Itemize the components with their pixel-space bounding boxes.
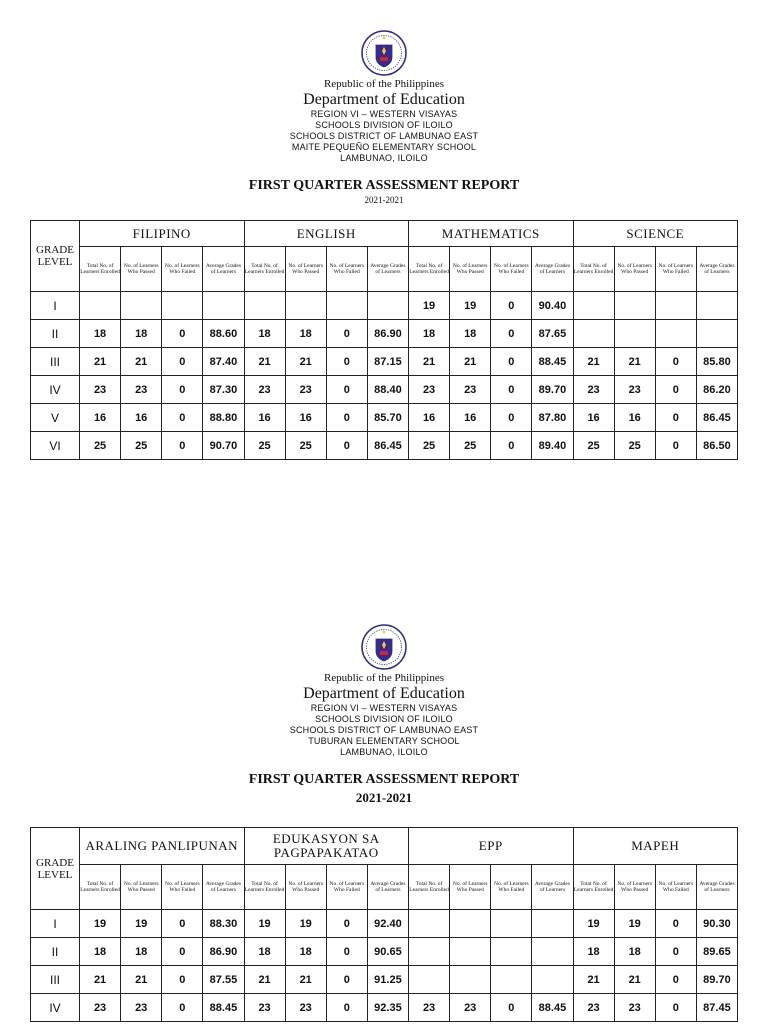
- column-subheader: No. of Learners Who Failed: [162, 865, 203, 910]
- table-cell: 25: [450, 432, 491, 460]
- grade-level-cell: II: [31, 320, 80, 348]
- table-cell: 16: [409, 404, 450, 432]
- subject-header: MATHEMATICS: [409, 221, 574, 247]
- table-cell: 23: [450, 376, 491, 404]
- table-cell: 19: [573, 910, 614, 938]
- table-row: [31, 404, 738, 432]
- table-cell: 25: [244, 432, 285, 460]
- column-subheader: No. of Learners Who Passed: [450, 247, 491, 292]
- table-cell: 0: [655, 404, 696, 432]
- table-cell: 19: [450, 292, 491, 320]
- table-cell: 18: [244, 938, 285, 966]
- table-cell: 21: [573, 966, 614, 994]
- region-text: REGION VI – WESTERN VISAYAS: [310, 109, 458, 119]
- table-cell: [696, 320, 737, 348]
- report-title: FIRST QUARTER ASSESSMENT REPORT: [248, 178, 520, 193]
- table-cell: 16: [285, 404, 326, 432]
- table-cell: 89.65: [696, 938, 737, 966]
- table-row: [31, 292, 738, 320]
- table-cell: [450, 910, 491, 938]
- table-body: [31, 910, 738, 1022]
- table-cell: 0: [326, 320, 367, 348]
- table-cell: 88.60: [203, 320, 244, 348]
- column-subheader: Average Grades of Learners: [532, 865, 573, 910]
- table-cell: 88.80: [203, 404, 244, 432]
- subject-header: ARALING PANLIPUNAN: [80, 828, 245, 865]
- table-cell: 19: [409, 292, 450, 320]
- table-cell: 23: [450, 994, 491, 1022]
- table-cell: 23: [244, 994, 285, 1022]
- table-cell: 0: [491, 348, 532, 376]
- table-cell: 18: [80, 320, 121, 348]
- column-header-row: [31, 247, 738, 292]
- report-1: [0, 30, 768, 206]
- table-cell: 23: [573, 376, 614, 404]
- table-cell: 86.90: [367, 320, 408, 348]
- table-cell: 16: [244, 404, 285, 432]
- table-cell: 18: [285, 320, 326, 348]
- table-cell: [532, 966, 573, 994]
- table-cell: 21: [121, 966, 162, 994]
- grade-level-cell: I: [31, 292, 80, 320]
- table-cell: 0: [655, 966, 696, 994]
- table-cell: 21: [573, 348, 614, 376]
- table-cell: 0: [326, 910, 367, 938]
- column-subheader: No. of Learners Who Failed: [655, 247, 696, 292]
- table-cell: 21: [285, 348, 326, 376]
- table-cell: 23: [244, 376, 285, 404]
- table-cell: [573, 292, 614, 320]
- table-cell: [203, 292, 244, 320]
- table-cell: 0: [326, 966, 367, 994]
- table-cell: 0: [655, 348, 696, 376]
- column-subheader: Total No. of Learners Enrolled: [80, 865, 121, 910]
- table-cell: 0: [655, 938, 696, 966]
- table-cell: 0: [655, 910, 696, 938]
- grade-level-cell: V: [31, 404, 80, 432]
- table-cell: 0: [326, 348, 367, 376]
- report-year: 2021-2021: [364, 195, 404, 205]
- table-cell: 90.65: [367, 938, 408, 966]
- table-cell: 88.40: [367, 376, 408, 404]
- table-cell: [285, 292, 326, 320]
- table-cell: 92.35: [367, 994, 408, 1022]
- republic-text: Republic of the Philippines: [323, 672, 445, 684]
- table-cell: [80, 292, 121, 320]
- table-cell: 88.30: [203, 910, 244, 938]
- table-cell: [532, 938, 573, 966]
- subject-header: FILIPINO: [80, 221, 245, 247]
- table-cell: 23: [573, 994, 614, 1022]
- table-cell: 23: [409, 994, 450, 1022]
- table-cell: [614, 320, 655, 348]
- table-cell: 23: [285, 376, 326, 404]
- table-cell: 0: [491, 994, 532, 1022]
- table-cell: 86.45: [696, 404, 737, 432]
- table-cell: [696, 292, 737, 320]
- table-cell: 16: [573, 404, 614, 432]
- table-cell: [244, 292, 285, 320]
- table-cell: 87.40: [203, 348, 244, 376]
- table-cell: 25: [80, 432, 121, 460]
- table-cell: [409, 910, 450, 938]
- table-body: [31, 292, 738, 460]
- column-subheader: No. of Learners Who Passed: [614, 865, 655, 910]
- report-year: 2021-2021: [355, 790, 413, 805]
- table-cell: 18: [121, 320, 162, 348]
- table-cell: 19: [285, 910, 326, 938]
- table-cell: 0: [162, 348, 203, 376]
- table-cell: 0: [326, 938, 367, 966]
- table-cell: [450, 966, 491, 994]
- table-cell: 0: [162, 320, 203, 348]
- table-cell: 21: [285, 966, 326, 994]
- column-subheader: No. of Learners Who Passed: [450, 865, 491, 910]
- column-subheader: Total No. of Learners Enrolled: [573, 865, 614, 910]
- table-cell: [491, 910, 532, 938]
- table-cell: 90.40: [532, 292, 573, 320]
- table-cell: [655, 292, 696, 320]
- table-cell: 18: [614, 938, 655, 966]
- town-text: LAMBUNAO, ILOILO: [340, 153, 428, 163]
- table-row: [31, 348, 738, 376]
- grade-level-cell: I: [31, 910, 80, 938]
- table-cell: 87.30: [203, 376, 244, 404]
- table-cell: 0: [491, 376, 532, 404]
- subject-header: EDUKASYON SA PAGPAPAKATAO: [244, 828, 409, 865]
- department-title: Department of Education: [303, 685, 465, 702]
- table-cell: [614, 292, 655, 320]
- table-cell: 0: [162, 376, 203, 404]
- column-subheader: Average Grades of Learners: [367, 865, 408, 910]
- table-cell: 21: [244, 348, 285, 376]
- column-subheader: Total No. of Learners Enrolled: [244, 865, 285, 910]
- table-cell: 16: [614, 404, 655, 432]
- table-cell: 0: [326, 404, 367, 432]
- table-cell: 23: [80, 994, 121, 1022]
- table-cell: 85.80: [696, 348, 737, 376]
- table-cell: 0: [655, 432, 696, 460]
- grade-level-cell: III: [31, 966, 80, 994]
- table-cell: 0: [326, 994, 367, 1022]
- table-cell: 85.70: [367, 404, 408, 432]
- column-subheader: Average Grades of Learners: [203, 247, 244, 292]
- table-cell: 86.45: [367, 432, 408, 460]
- table-cell: 0: [162, 994, 203, 1022]
- table-cell: 19: [121, 910, 162, 938]
- table-cell: 88.45: [203, 994, 244, 1022]
- column-header-row: [31, 865, 738, 910]
- table-cell: 18: [121, 938, 162, 966]
- table-cell: 89.40: [532, 432, 573, 460]
- assessment-table-1: [30, 220, 738, 460]
- column-subheader: Total No. of Learners Enrolled: [409, 865, 450, 910]
- table-cell: [121, 292, 162, 320]
- table-cell: 0: [162, 966, 203, 994]
- table-cell: 87.15: [367, 348, 408, 376]
- grade-level-cell: II: [31, 938, 80, 966]
- column-subheader: Average Grades of Learners: [367, 247, 408, 292]
- table-cell: 0: [326, 376, 367, 404]
- report-1-header: [0, 30, 768, 164]
- table-cell: 86.50: [696, 432, 737, 460]
- table-cell: 0: [655, 376, 696, 404]
- table-cell: 21: [80, 348, 121, 376]
- table-cell: [409, 938, 450, 966]
- table-cell: 87.80: [532, 404, 573, 432]
- table-cell: 16: [450, 404, 491, 432]
- table-cell: 25: [614, 432, 655, 460]
- table-cell: 91.25: [367, 966, 408, 994]
- school-name: MAITE PEQUEÑO ELEMENTARY SCHOOL: [291, 142, 477, 152]
- table-cell: 23: [285, 994, 326, 1022]
- table-cell: 0: [491, 404, 532, 432]
- table-cell: 18: [409, 320, 450, 348]
- table-cell: 88.45: [532, 348, 573, 376]
- table-cell: [532, 910, 573, 938]
- district-text: SCHOOLS DISTRICT OF LAMBUNAO EAST: [289, 725, 479, 735]
- grade-level-cell: III: [31, 348, 80, 376]
- table-cell: 0: [655, 994, 696, 1022]
- column-subheader: No. of Learners Who Passed: [285, 247, 326, 292]
- table-cell: 21: [614, 966, 655, 994]
- column-subheader: Average Grades of Learners: [532, 247, 573, 292]
- table-cell: [450, 938, 491, 966]
- division-text: SCHOOLS DIVISION OF ILOILO: [315, 714, 453, 724]
- table-cell: 23: [614, 994, 655, 1022]
- region-text: REGION VI – WESTERN VISAYAS: [310, 703, 458, 713]
- table-row: [31, 966, 738, 994]
- column-subheader: Average Grades of Learners: [203, 865, 244, 910]
- table-cell: 0: [162, 404, 203, 432]
- column-subheader: Total No. of Learners Enrolled: [80, 247, 121, 292]
- district-text: SCHOOLS DISTRICT OF LAMBUNAO EAST: [289, 131, 479, 141]
- column-subheader: No. of Learners Who Passed: [614, 247, 655, 292]
- table-cell: 23: [121, 376, 162, 404]
- table-cell: 0: [491, 292, 532, 320]
- report-2-header: [0, 624, 768, 758]
- table-cell: 19: [80, 910, 121, 938]
- column-subheader: No. of Learners Who Passed: [285, 865, 326, 910]
- column-subheader: Average Grades of Learners: [696, 247, 737, 292]
- table-cell: [491, 938, 532, 966]
- table-cell: [573, 320, 614, 348]
- town-text: LAMBUNAO, ILOILO: [340, 747, 428, 757]
- grade-level-header: GRADE LEVEL: [31, 828, 80, 910]
- table-cell: 87.65: [532, 320, 573, 348]
- table-cell: [367, 292, 408, 320]
- subject-header: EPP: [409, 828, 574, 865]
- table-cell: 89.70: [532, 376, 573, 404]
- table-cell: 25: [409, 432, 450, 460]
- table-cell: [409, 966, 450, 994]
- subject-header: ENGLISH: [244, 221, 409, 247]
- table-cell: 21: [450, 348, 491, 376]
- table-cell: 21: [121, 348, 162, 376]
- column-subheader: Average Grades of Learners: [696, 865, 737, 910]
- table-cell: 25: [573, 432, 614, 460]
- table-cell: 89.70: [696, 966, 737, 994]
- column-subheader: No. of Learners Who Failed: [326, 865, 367, 910]
- table-cell: 21: [614, 348, 655, 376]
- table-cell: [491, 966, 532, 994]
- table-cell: 0: [162, 910, 203, 938]
- table-cell: 19: [244, 910, 285, 938]
- table-cell: 90.70: [203, 432, 244, 460]
- table-row: [31, 320, 738, 348]
- table-cell: [162, 292, 203, 320]
- column-subheader: No. of Learners Who Passed: [121, 247, 162, 292]
- table-cell: 18: [244, 320, 285, 348]
- deped-seal-icon: [361, 30, 407, 76]
- table-row: [31, 432, 738, 460]
- assessment-table-2: [30, 827, 738, 1022]
- column-subheader: Total No. of Learners Enrolled: [573, 247, 614, 292]
- table-cell: 18: [285, 938, 326, 966]
- column-subheader: No. of Learners Who Failed: [655, 865, 696, 910]
- table-cell: 21: [80, 966, 121, 994]
- column-subheader: No. of Learners Who Failed: [491, 247, 532, 292]
- report-title: FIRST QUARTER ASSESSMENT REPORT: [248, 772, 520, 787]
- table-cell: 92.40: [367, 910, 408, 938]
- deped-seal-icon: [361, 624, 407, 670]
- table-row: [31, 994, 738, 1022]
- table-cell: 23: [409, 376, 450, 404]
- table-cell: [326, 292, 367, 320]
- department-title: Department of Education: [303, 91, 465, 108]
- table-row: [31, 938, 738, 966]
- table-cell: 21: [244, 966, 285, 994]
- table-cell: 86.90: [203, 938, 244, 966]
- table-cell: 86.20: [696, 376, 737, 404]
- table-cell: 0: [491, 432, 532, 460]
- table-row: [31, 910, 738, 938]
- grade-level-cell: IV: [31, 994, 80, 1022]
- column-subheader: No. of Learners Who Failed: [326, 247, 367, 292]
- table-cell: 23: [80, 376, 121, 404]
- table-cell: 88.45: [532, 994, 573, 1022]
- grade-level-header: GRADE LEVEL: [31, 221, 80, 292]
- table-cell: 18: [80, 938, 121, 966]
- column-subheader: No. of Learners Who Passed: [121, 865, 162, 910]
- column-subheader: No. of Learners Who Failed: [162, 247, 203, 292]
- table-cell: 87.55: [203, 966, 244, 994]
- division-text: SCHOOLS DIVISION OF ILOILO: [315, 120, 453, 130]
- table-cell: 23: [121, 994, 162, 1022]
- column-subheader: Total No. of Learners Enrolled: [244, 247, 285, 292]
- subject-header: SCIENCE: [573, 221, 738, 247]
- column-subheader: Total No. of Learners Enrolled: [409, 247, 450, 292]
- table-cell: 0: [326, 432, 367, 460]
- grade-level-cell: IV: [31, 376, 80, 404]
- table-cell: 18: [450, 320, 491, 348]
- report-2: [0, 624, 768, 806]
- table-cell: 16: [80, 404, 121, 432]
- table-cell: 19: [614, 910, 655, 938]
- table-cell: 0: [162, 432, 203, 460]
- column-subheader: No. of Learners Who Failed: [491, 865, 532, 910]
- table-cell: 90.30: [696, 910, 737, 938]
- table-cell: 18: [573, 938, 614, 966]
- table-cell: 16: [121, 404, 162, 432]
- table-cell: 0: [491, 320, 532, 348]
- table-cell: 0: [162, 938, 203, 966]
- grade-level-cell: VI: [31, 432, 80, 460]
- table-cell: [655, 320, 696, 348]
- table-cell: 21: [409, 348, 450, 376]
- republic-text: Republic of the Philippines: [323, 78, 445, 90]
- table-cell: 25: [121, 432, 162, 460]
- table-cell: 87.45: [696, 994, 737, 1022]
- school-name: TUBURAN ELEMENTARY SCHOOL: [308, 736, 460, 746]
- table-cell: 23: [614, 376, 655, 404]
- subject-header: MAPEH: [573, 828, 738, 865]
- table-row: [31, 376, 738, 404]
- table-cell: 25: [285, 432, 326, 460]
